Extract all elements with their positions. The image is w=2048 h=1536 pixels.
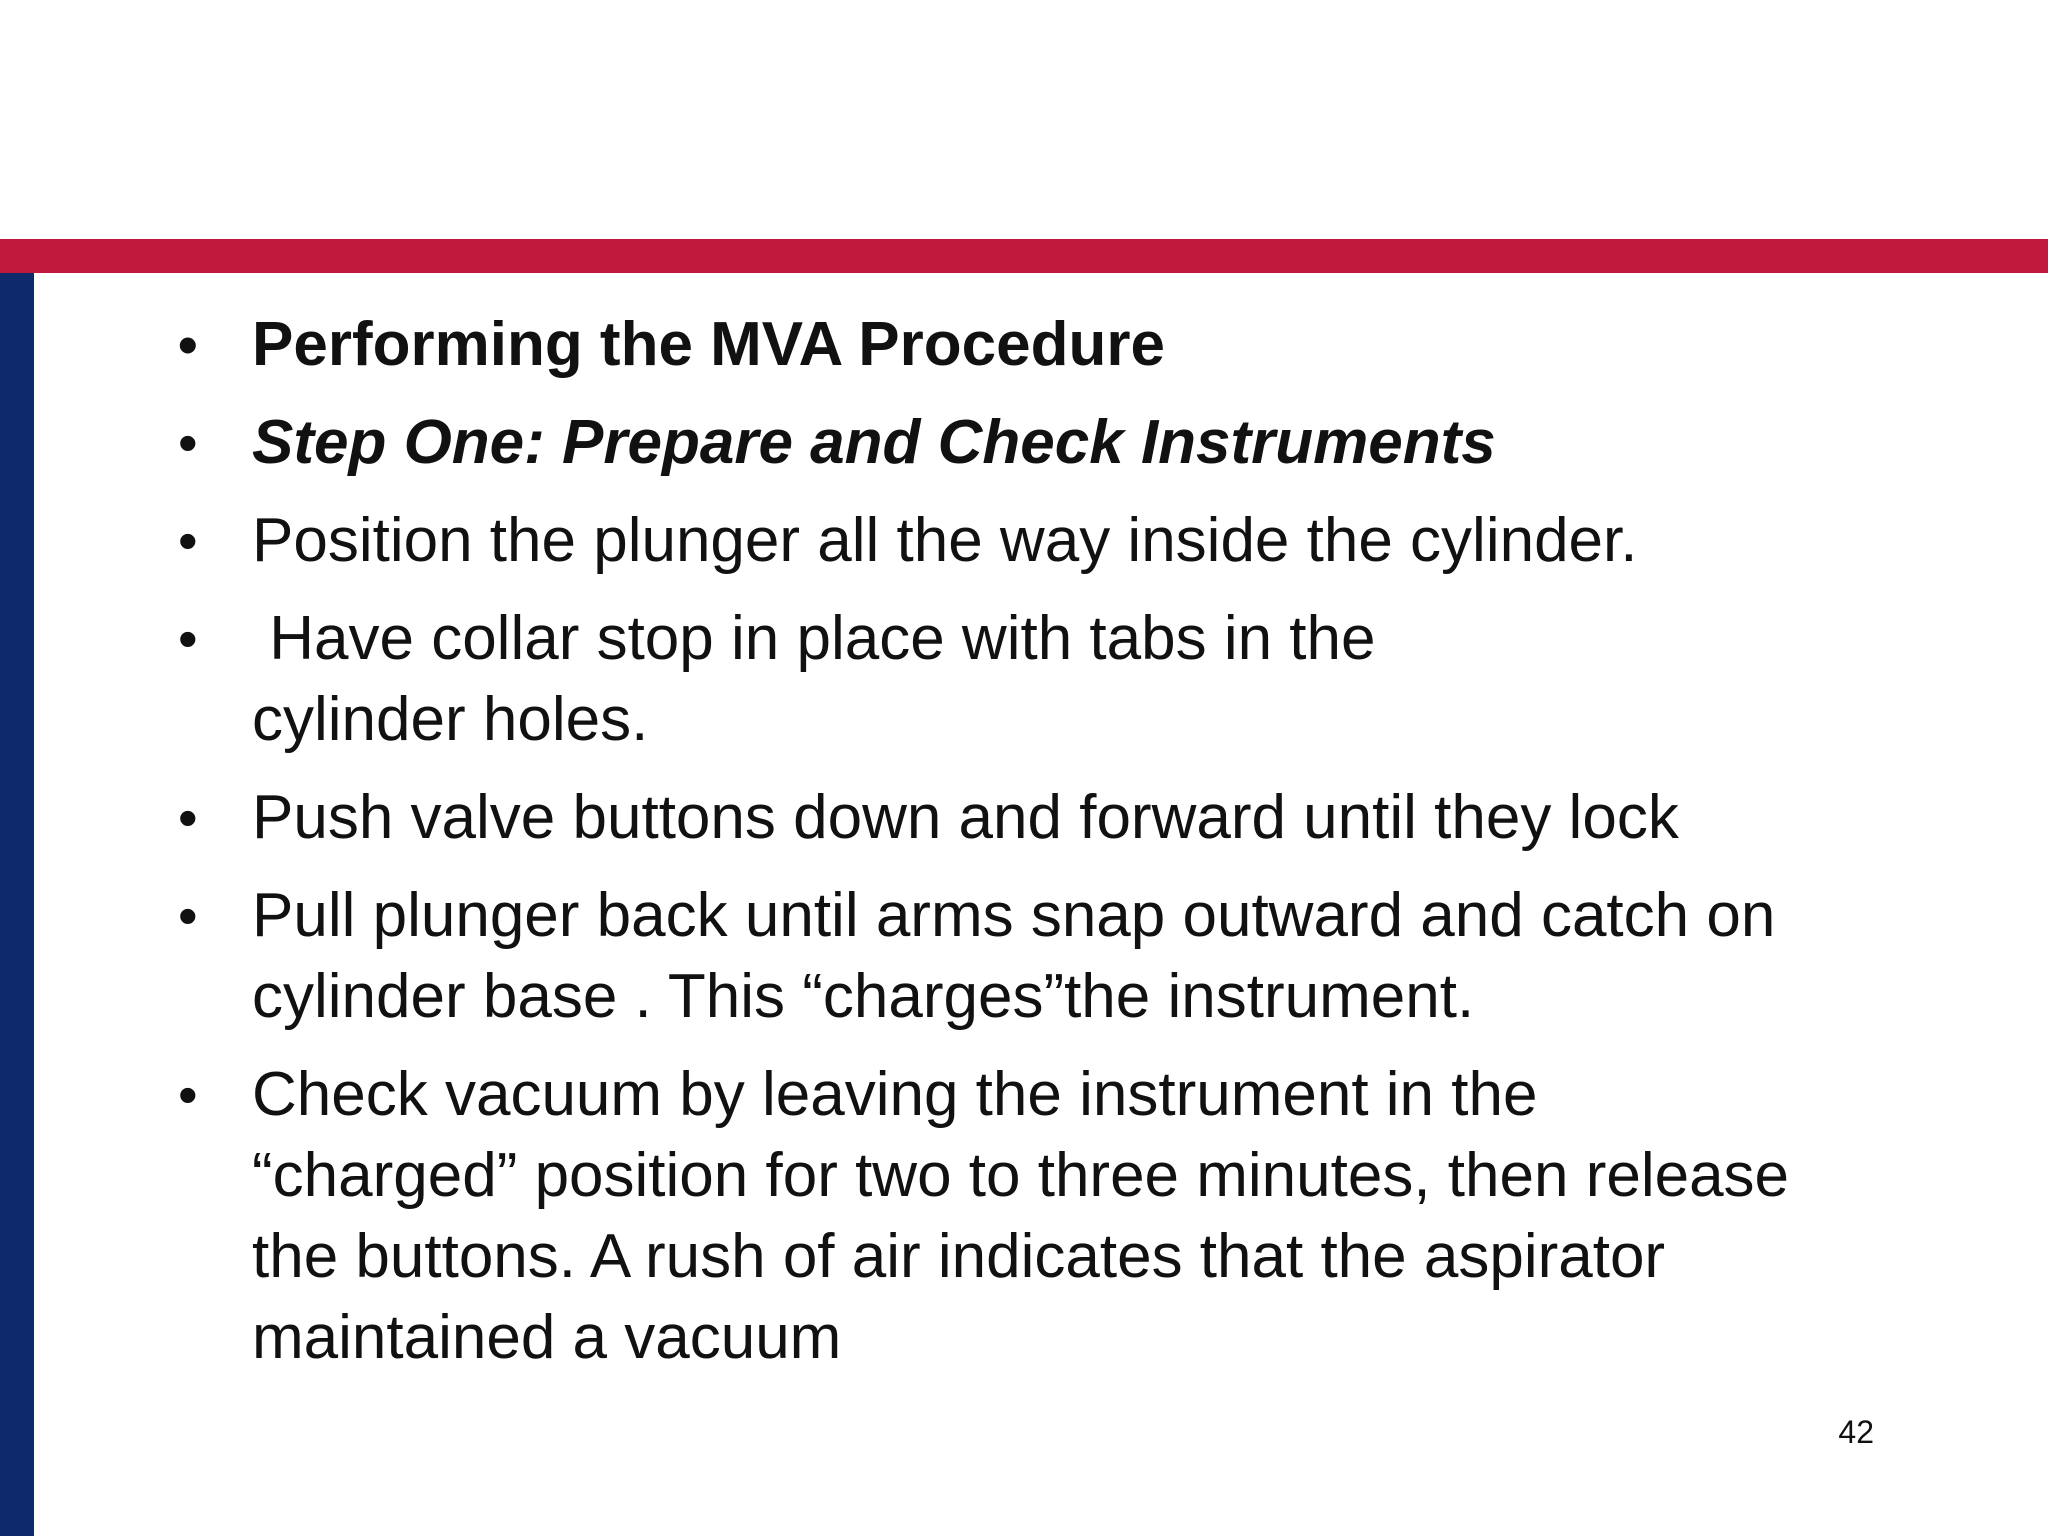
bullet-text: Have collar stop in place with tabs in the cylinder holes. (252, 604, 1393, 754)
bullet-text: Performing the MVA Procedure (252, 310, 1165, 379)
bullet-text: Step One: Prepare and Check Instruments (252, 408, 1496, 477)
bullet-dot: • (178, 411, 198, 474)
bullet-list (174, 304, 1874, 1395)
bullet-text: Push valve buttons down and forward until they lock (252, 783, 1679, 852)
bullet-text: Check vacuum by leaving the instrument in the “charged” position for two to three minutes, then release the buttons. A rush of air indicates that the aspirator maintained a vacuum (252, 1060, 1790, 1372)
bullet-dot: • (178, 607, 198, 670)
bullet-item (174, 500, 1874, 581)
bullet-dot: • (178, 509, 198, 572)
bullet-item (174, 598, 1874, 760)
left-accent-bar (0, 273, 34, 1536)
bullet-item (174, 304, 1874, 385)
bullet-text: Pull plunger back until arms snap outward and catch on cylinder base . This “charges”the instrument. (252, 881, 1776, 1031)
bullet-item (174, 402, 1874, 483)
bullet-item (174, 777, 1874, 858)
bullet-dot: • (178, 786, 198, 849)
bullet-dot: • (178, 1063, 198, 1126)
page-number: 42 (1838, 1414, 1874, 1450)
bullet-item (174, 1054, 1874, 1378)
bullet-dot: • (178, 884, 198, 947)
bullet-text: Position the plunger all the way inside the cylinder. (252, 506, 1638, 575)
bullet-item (174, 875, 1874, 1037)
bullet-dot: • (178, 313, 198, 376)
top-accent-bar (0, 239, 2048, 273)
